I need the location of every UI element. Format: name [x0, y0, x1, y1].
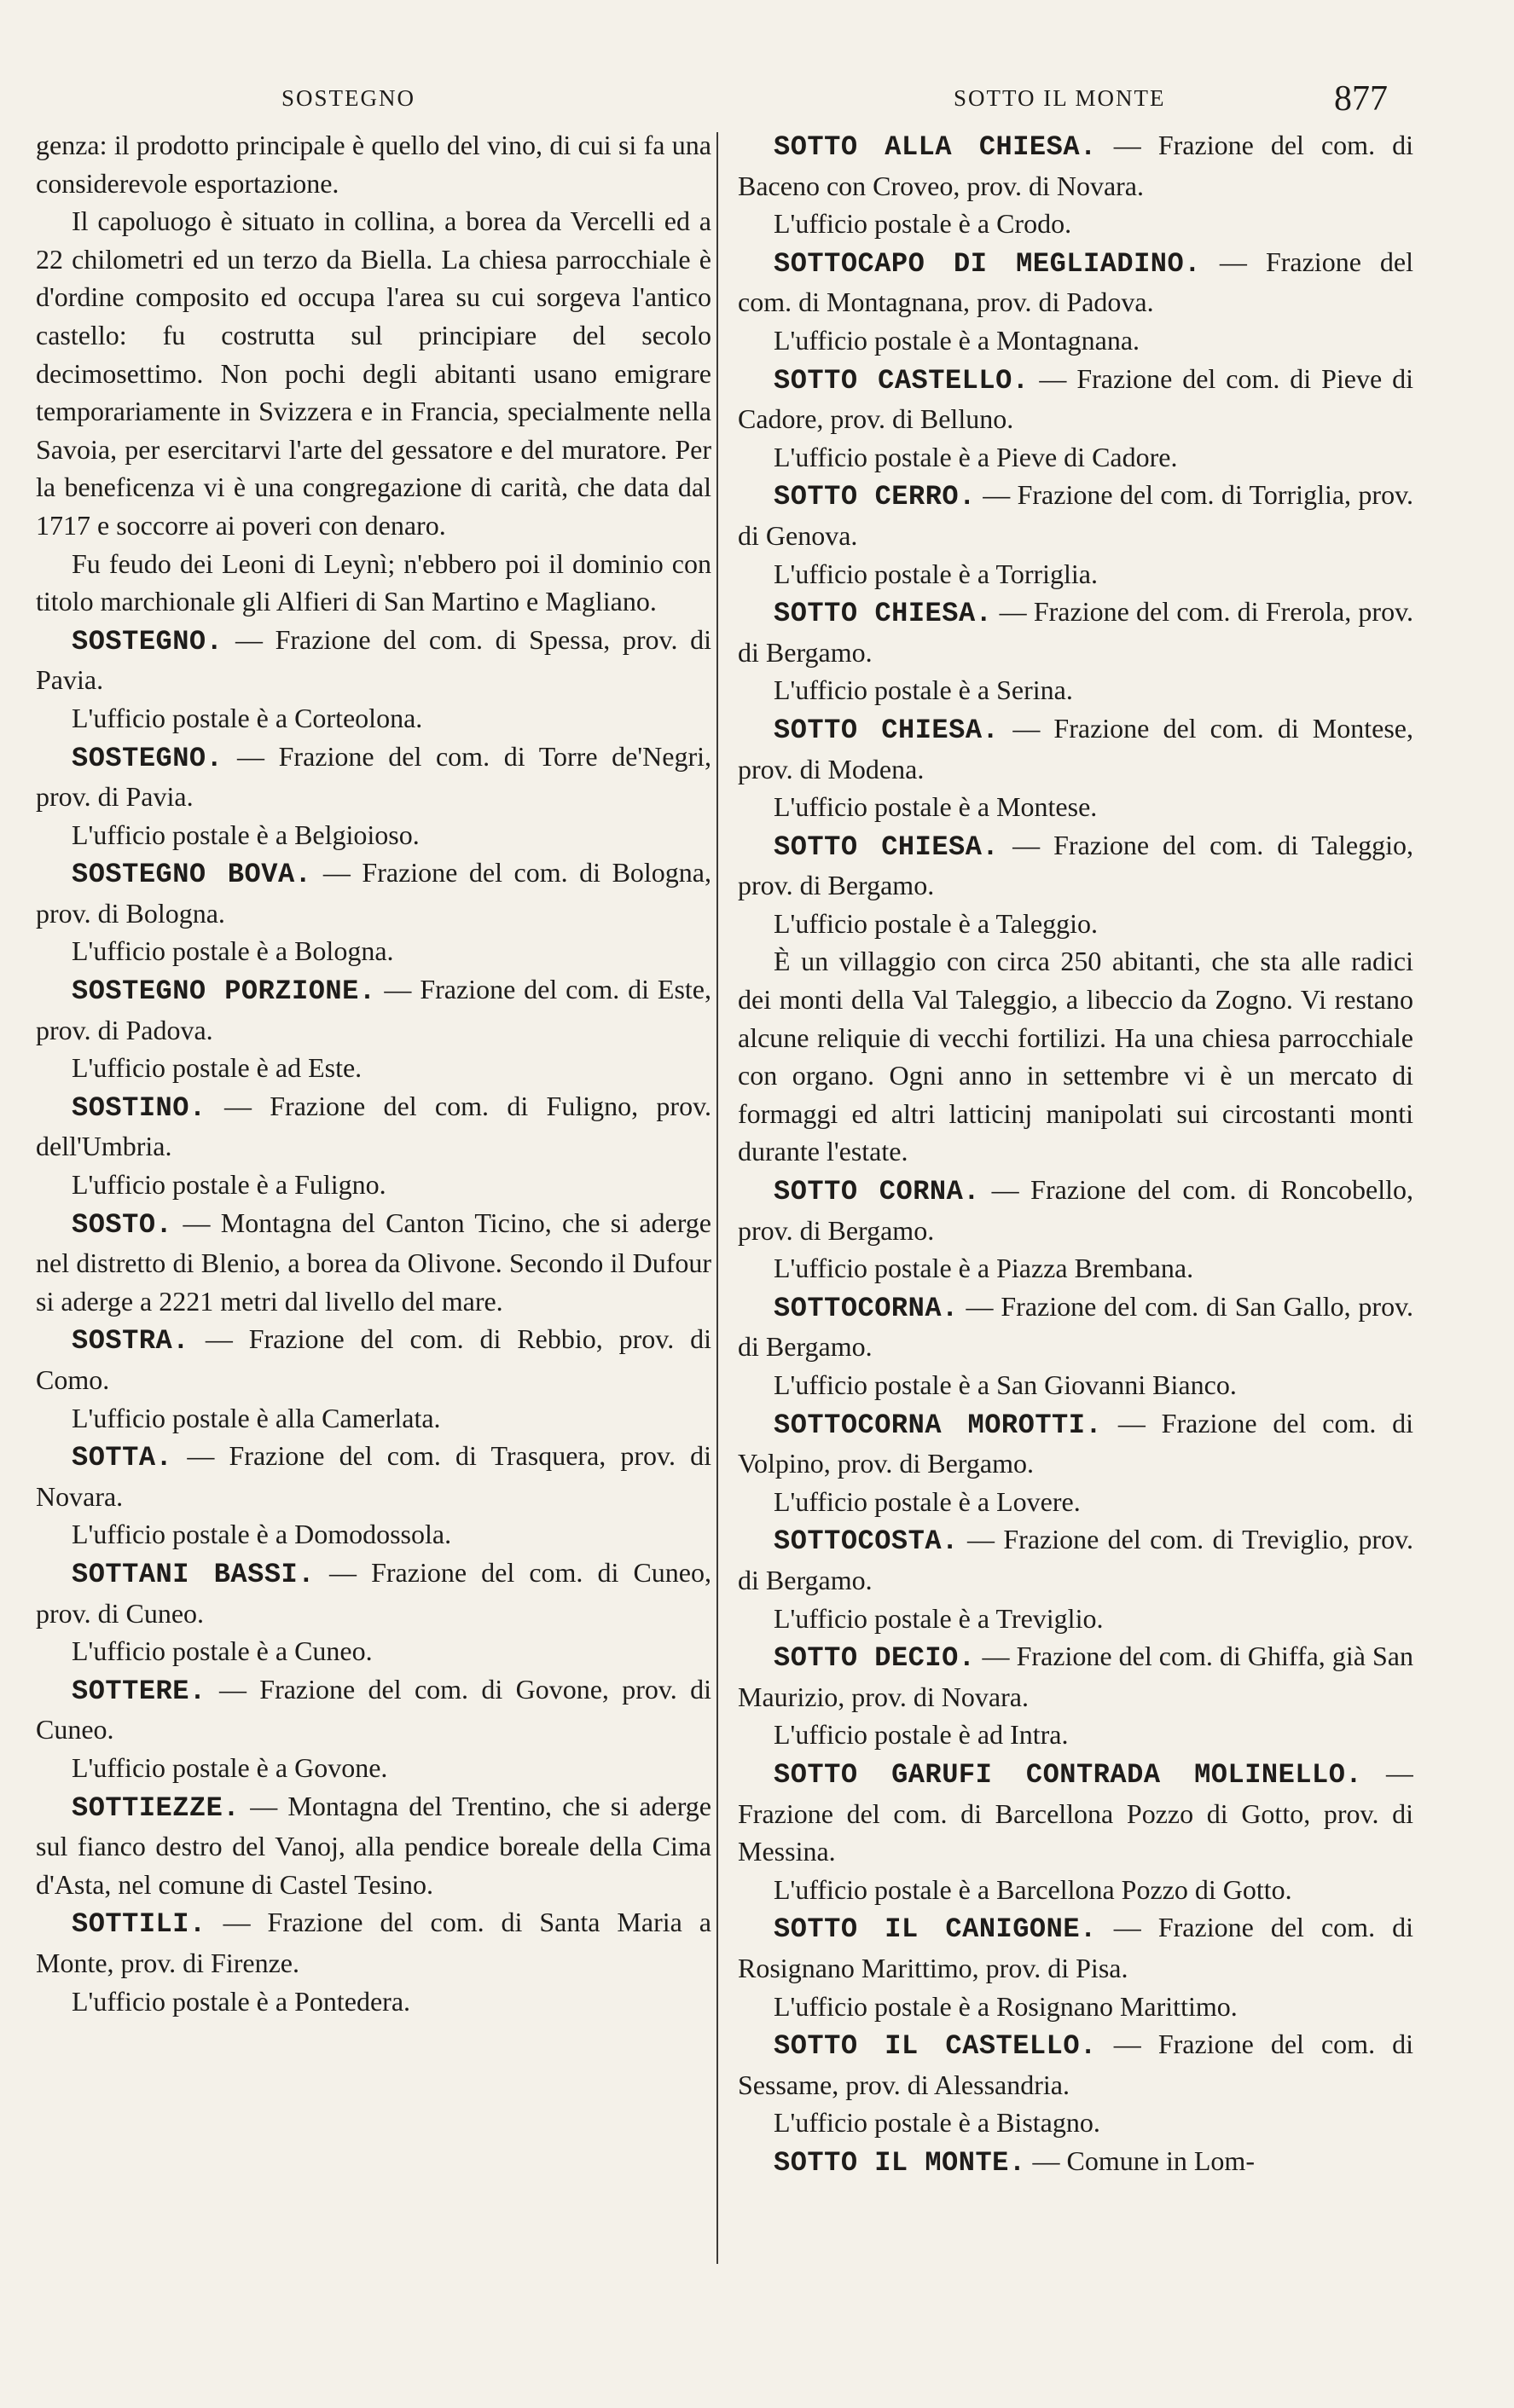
- entry-paragraph: [738, 1871, 1413, 1909]
- entry-headword: SOTTIEZZE.: [72, 1792, 241, 1824]
- entry-text: L'ufficio postale è a San Giovanni Bianco.: [774, 1369, 1237, 1400]
- entry-text: L'ufficio postale è a Govone.: [72, 1751, 388, 1783]
- entry-text: genza: il prodotto principale è quello del vino, di cui si fa una considerevole esportazione.: [36, 130, 711, 199]
- entry-headword: SOTTO CHIESA.: [774, 831, 1000, 863]
- entry-text: — Frazione del com. di Torriglia, prov. di Genova.: [738, 479, 1413, 551]
- left-column: [36, 126, 711, 2275]
- entry-text: — Frazione del com. di Bologna, prov. di Bologna.: [36, 857, 711, 929]
- entry-text: L'ufficio postale è a Cuneo.: [72, 1635, 373, 1667]
- dictionary-entry: [36, 1437, 711, 1515]
- entry-paragraph: [738, 1366, 1413, 1404]
- entry-paragraph: [36, 126, 711, 202]
- entry-text: — Frazione del com. di Torre de'Negri, prov. di Pavia.: [36, 740, 711, 813]
- dictionary-entry: [36, 1087, 711, 1166]
- entry-headword: SOTTA.: [72, 1442, 173, 1474]
- entry-text: L'ufficio postale è a Belgioioso.: [72, 819, 420, 850]
- running-head-left: SOSTEGNO: [281, 85, 416, 111]
- dictionary-entry: [738, 1171, 1413, 1249]
- entry-paragraph: [738, 555, 1413, 593]
- dictionary-entry: [36, 738, 711, 816]
- dictionary-entry: [36, 854, 711, 932]
- entry-paragraph: [36, 816, 711, 854]
- dictionary-entry: [738, 709, 1413, 788]
- entry-headword: SOTTO DECIO.: [774, 1642, 976, 1675]
- entry-text: — Frazione del com. di Santa Maria a Monte, prov. di Firenze.: [36, 1907, 711, 1978]
- entry-paragraph: [738, 321, 1413, 360]
- entry-paragraph: [36, 1632, 711, 1670]
- entry-headword: SOTTO CORNA.: [774, 1176, 981, 1208]
- entry-paragraph: [738, 1600, 1413, 1638]
- dictionary-entry: [738, 1404, 1413, 1483]
- entry-paragraph: [738, 942, 1413, 1171]
- dictionary-entry: [738, 126, 1413, 205]
- entry-text: L'ufficio postale è a Barcellona Pozzo di Gotto.: [774, 1873, 1292, 1905]
- running-head-right: SOTTO IL MONTE: [954, 85, 1166, 111]
- entry-text: L'ufficio postale è a Pieve di Cadore.: [774, 441, 1178, 472]
- entry-headword: SOTTILI.: [72, 1908, 206, 1941]
- entry-headword: SOSTEGNO.: [72, 742, 223, 774]
- entry-paragraph: [738, 438, 1413, 477]
- entry-text: L'ufficio postale è ad Este.: [72, 1052, 363, 1084]
- entry-text: — Frazione del com. di Volpino, prov. di Bergamo.: [738, 1407, 1413, 1479]
- entry-headword: SOTTO IL CASTELLO.: [774, 2030, 1097, 2063]
- entry-headword: SOTTOCORNA.: [774, 1292, 959, 1324]
- entry-headword: SOSTINO.: [72, 1091, 206, 1124]
- entry-text: — Frazione del com. di Taleggio, prov. di Bergamo.: [738, 829, 1413, 901]
- dictionary-entry: [738, 243, 1413, 321]
- entry-text: — Frazione del com. di Ghiffa, già San Maurizio, prov. di Novara.: [738, 1641, 1413, 1712]
- entry-text: — Frazione del com. di Frerola, prov. di Bergamo.: [738, 596, 1413, 668]
- entry-headword: SOTTO CERRO.: [774, 481, 976, 513]
- entry-paragraph: [36, 699, 711, 738]
- entry-text: L'ufficio postale è a Bistagno.: [774, 2107, 1100, 2139]
- entry-text: — Frazione del com. di Cuneo, prov. di Cuneo.: [36, 1556, 711, 1629]
- dictionary-entry: [738, 1637, 1413, 1716]
- entry-text: — Frazione del com. di Roncobello, prov. di Bergamo.: [738, 1174, 1413, 1246]
- page-number: 877: [1334, 79, 1388, 119]
- entry-text: L'ufficio postale è a Treviglio.: [774, 1602, 1104, 1634]
- entry-text: — Frazione del com. di Trasquera, prov. di Novara.: [36, 1440, 711, 1512]
- entry-headword: SOTTO GARUFI CONTRADA MOLINELLO.: [774, 1758, 1363, 1791]
- entry-paragraph: [36, 1399, 711, 1438]
- entry-headword: SOSTEGNO.: [72, 625, 223, 657]
- entry-text: L'ufficio postale è ad Intra.: [774, 1719, 1069, 1751]
- entry-text: — Frazione del com. di Rebbio, prov. di Como.: [36, 1323, 711, 1395]
- entry-text: L'ufficio postale è a Rosignano Marittimo.: [774, 1990, 1238, 2022]
- entry-headword: SOTTO CHIESA.: [774, 598, 993, 630]
- entry-headword: SOSTEGNO PORZIONE.: [72, 975, 376, 1008]
- dictionary-entry: [738, 2142, 1413, 2183]
- dictionary-entry: [36, 1554, 711, 1632]
- entry-text: L'ufficio postale è a Serina.: [774, 674, 1073, 706]
- entry-text: — Frazione del com. di San Gallo, prov. di Bergamo.: [738, 1290, 1413, 1363]
- dictionary-entry: [36, 1787, 711, 1904]
- entry-text: L'ufficio postale è a Fuligno.: [72, 1169, 386, 1201]
- dictionary-entry: [738, 1754, 1413, 1871]
- dictionary-entry: [738, 1520, 1413, 1599]
- entry-headword: SOTTO IL CANIGONE.: [774, 1913, 1097, 1946]
- column-divider: [716, 132, 718, 2264]
- dictionary-entry: [36, 1204, 711, 1321]
- entry-paragraph: [738, 2104, 1413, 2142]
- entry-paragraph: [36, 1749, 711, 1787]
- entry-paragraph: [738, 788, 1413, 826]
- entry-paragraph: [36, 932, 711, 970]
- entry-text: L'ufficio postale è a Piazza Brembana.: [774, 1253, 1194, 1284]
- entry-headword: SOSTEGNO BOVA.: [72, 859, 312, 891]
- entry-text: L'ufficio postale è a Torriglia.: [774, 558, 1098, 589]
- entry-headword: SOTTOCAPO DI MEGLIADINO.: [774, 247, 1201, 280]
- entry-paragraph: [36, 202, 711, 544]
- entry-paragraph: [738, 205, 1413, 243]
- dictionary-entry: [36, 621, 711, 699]
- entry-text: L'ufficio postale è a Lovere.: [774, 1485, 1081, 1517]
- entry-headword: SOTTO CHIESA.: [774, 714, 1000, 746]
- dictionary-entry: [738, 593, 1413, 671]
- entry-text: — Frazione del com. di Montagnana, prov. di Padova.: [738, 246, 1413, 318]
- entry-text: — Frazione del com. di Treviglio, prov. di Bergamo.: [738, 1524, 1413, 1595]
- dictionary-entry: [36, 970, 711, 1049]
- entry-headword: SOTTO CASTELLO.: [774, 364, 1030, 397]
- entry-text: — Comune in Lom-: [1025, 2145, 1255, 2176]
- entry-headword: SOTTO IL MONTE.: [774, 2146, 1026, 2179]
- entry-paragraph: [36, 1049, 711, 1087]
- dictionary-entry: [36, 1903, 711, 1982]
- dictionary-entry: [738, 1908, 1413, 1987]
- entry-paragraph: [738, 671, 1413, 709]
- dictionary-entry: [36, 1670, 711, 1749]
- entry-headword: SOTTANI BASSI.: [72, 1558, 315, 1590]
- entry-text: L'ufficio postale è a Corteolona.: [72, 702, 423, 733]
- entry-text: — Frazione del com. di Este, prov. di Padova.: [36, 974, 711, 1045]
- entry-paragraph: [36, 1515, 711, 1554]
- entry-text: — Frazione del com. di Fuligno, prov. dell'Umbria.: [36, 1090, 711, 1162]
- entry-text: L'ufficio postale è a Domodossola.: [72, 1519, 452, 1550]
- dictionary-entry: [738, 360, 1413, 438]
- entry-text: L'ufficio postale è alla Camerlata.: [72, 1402, 441, 1433]
- entry-text: — Frazione del com. di Pieve di Cadore, prov. di Belluno.: [738, 362, 1413, 435]
- entry-text: — Frazione del com. di Spessa, prov. di Pavia.: [36, 623, 711, 696]
- entry-text: — Frazione del com. di Baceno con Croveo, prov. di Novara.: [738, 130, 1413, 201]
- dictionary-entry: [738, 826, 1413, 905]
- dictionary-entry: [738, 1288, 1413, 1366]
- entry-paragraph: [738, 1483, 1413, 1521]
- entry-paragraph: [36, 1983, 711, 2021]
- entry-text: L'ufficio postale è a Montese.: [774, 791, 1098, 823]
- entry-headword: SOTTERE.: [72, 1675, 206, 1707]
- entry-text: L'ufficio postale è a Montagnana.: [774, 324, 1140, 356]
- entry-headword: SOSTO.: [72, 1208, 173, 1241]
- entry-text: — Frazione del com. di Rosignano Marittimo, prov. di Pisa.: [738, 1912, 1413, 1983]
- right-column: [738, 126, 1413, 2275]
- entry-text: L'ufficio postale è a Crodo.: [774, 208, 1072, 240]
- entry-text: L'ufficio postale è a Pontedera.: [72, 1985, 411, 2017]
- entry-headword: SOTTO ALLA CHIESA.: [774, 131, 1097, 163]
- dictionary-entry: [36, 1320, 711, 1398]
- entry-text: L'ufficio postale è a Bologna.: [72, 935, 394, 967]
- entry-text: Fu feudo dei Leoni di Leynì; n'ebbero poi il dominio con titolo marchionale gli Alfieri di San Martino e Magliano.: [36, 547, 711, 617]
- entry-text: — Montagna del Canton Ticino, che si aderge nel distretto di Blenio, a borea da Olivone. Secondo il Dufour si aderge a 2221 metri dal livello del mare.: [36, 1207, 711, 1317]
- entry-text: È un villaggio con circa 250 abitanti, che sta alle radici dei monti della Val Taleggio, a libeccio da Zogno. Vi restano alcune reliquie di vecchi fortilizi. Ha una chiesa parrocchiale con organo. Ogni anno in settembre vi è un mercato di formaggi ed altri latticinj manipolati sui circostanti monti durante l'estate.: [738, 946, 1413, 1167]
- entry-paragraph: [36, 1166, 711, 1204]
- entry-headword: SOTTOCORNA MOROTTI.: [774, 1409, 1103, 1441]
- entry-paragraph: [36, 545, 711, 621]
- entry-text: Il capoluogo è situato in collina, a borea da Vercelli ed a 22 chilometri ed un terzo da Biella. La chiesa parrocchiale è d'ordine composito ed occupa l'area su cui sorgeva l'antico castello: fu costrutta sul principiare del secolo decimosettimo. Non pochi degli abitanti usano emigrare temporariamente in Svizzera e in Francia, specialmente nella Savoia, per esercitarvi l'arte del gessatore e del muratore. Per la beneficenza vi è una congregazione di carità, che data dal 1717 e soccorre ai poveri con denaro.: [36, 205, 711, 541]
- dictionary-entry: [738, 2025, 1413, 2104]
- entry-text: — Montagna del Trentino, che si aderge sul fianco destro del Vanoj, alla pendice boreale della Cima d'Asta, nel comune di Castel Tesino.: [36, 1790, 711, 1900]
- entry-text: — Frazione del com. di Montese, prov. di Modena.: [738, 712, 1413, 784]
- entry-paragraph: [738, 1249, 1413, 1288]
- entry-paragraph: [738, 1716, 1413, 1754]
- entry-headword: SOTTOCOSTA.: [774, 1525, 959, 1558]
- entry-text: — Frazione del com. di Barcellona Pozzo di Gotto, prov. di Messina.: [738, 1757, 1413, 1867]
- entry-paragraph: [738, 905, 1413, 943]
- entry-paragraph: [738, 1988, 1413, 2026]
- dictionary-entry: [738, 476, 1413, 554]
- entry-text: — Frazione del com. di Govone, prov. di Cuneo.: [36, 1673, 711, 1745]
- entry-text: L'ufficio postale è a Taleggio.: [774, 907, 1098, 939]
- entry-text: — Frazione del com. di Sessame, prov. di Alessandria.: [738, 2029, 1413, 2100]
- entry-headword: SOSTRA.: [72, 1325, 189, 1357]
